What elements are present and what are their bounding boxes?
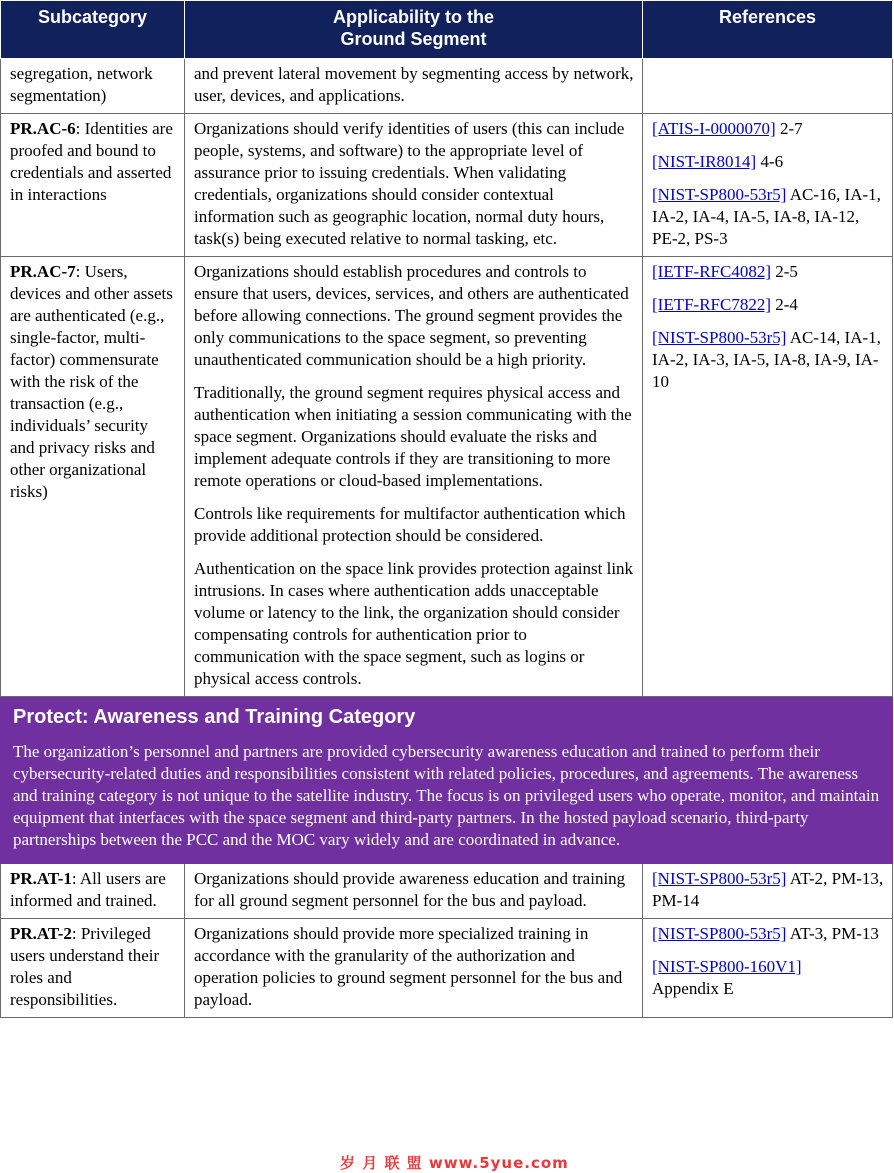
reference-detail: 2-4	[771, 295, 798, 314]
applicability-cell	[185, 919, 643, 1018]
subcategory-id: PR.AC-6	[10, 119, 76, 138]
reference-entry	[652, 261, 884, 283]
subcategory-text: : All users are informed and trained.	[10, 869, 166, 910]
subcategory-text: : Users, devices and other assets are authenticated (e.g., single-factor, multi-factor) commensurate with the risk of the transaction (e.g., individuals’ security and privacy risks and other organizational risks)	[10, 262, 173, 501]
references-cell	[643, 864, 893, 919]
watermark: 岁 月 联 盟 www.5yue.com	[340, 1154, 569, 1172]
reference-link[interactable]: [NIST-SP800-53r5]	[652, 869, 787, 888]
applicability-paragraph: Authentication on the space link provides protection against link intrusions. In cases where authentication adds unacceptable volume or latency to the link, the organization should consider compensating controls for authentication prior to communication with the space segment, such as logins or physical access controls.	[194, 559, 634, 688]
reference-detail: AT-2, PM-13, PM-14	[652, 869, 884, 910]
category-title: Protect: Awareness and Training Category	[13, 706, 416, 728]
reference-link[interactable]: [NIST-SP800-53r5]	[652, 185, 787, 204]
category-description: The organization’s personnel and partners are provided cybersecurity awareness education and trained to perform their cybersecurity-related duties and responsibilities consistent with related policies, procedures, and agreements. The awareness and training category is not unique to the satellite industry. The focus is on privileged users who operate, monitor, and maintain equipment that interfaces with the space segment and third-party partners. In the hosted payload scenario, third-party partnerships between the PCC and the MOC vary widely and are coordinated in advance.	[13, 742, 880, 849]
subcategory-id: PR.AT-2	[10, 924, 72, 943]
header-applicability-line2: Ground Segment	[340, 29, 487, 49]
applicability-cell	[185, 114, 643, 257]
reference-link[interactable]: [NIST-SP800-160V1]	[652, 957, 802, 976]
reference-detail: AC-16, IA-1, IA-2, IA-4, IA-5, IA-8, IA-12, PE-2, PS-3	[652, 185, 881, 248]
reference-entry	[652, 956, 884, 1000]
subcategory-id: PR.AT-1	[10, 869, 72, 888]
subcategory-text: : Identities are proofed and bound to credentials and asserted in interactions	[10, 119, 173, 204]
category-row	[1, 697, 893, 864]
header-subcategory: Subcategory	[1, 1, 185, 59]
subcategory-cell: segregation, network segmentation)	[1, 59, 185, 114]
header-applicability	[185, 1, 643, 59]
subcategory-text: : Privileged users understand their roles and responsibilities.	[10, 924, 160, 1009]
reference-detail: 4-6	[756, 152, 784, 171]
references-cell	[643, 257, 893, 697]
references-cell	[643, 59, 893, 114]
reference-entry	[652, 294, 884, 316]
applicability-paragraph: Organizations should verify identities of users (this can include people, systems, and software) to the appropriate level of assurance prior to issuing credentials. When validating credentials, organizations should consider contextual information such as geographic location, normal duty hours, task(s) being executed relative to normal tasking, etc.	[194, 119, 625, 248]
header-applicability-line1: Applicability to the	[332, 7, 494, 27]
applicability-cell	[185, 257, 643, 697]
subcategory-id: PR.AC-7	[10, 262, 76, 281]
header-references: References	[643, 1, 893, 59]
reference-entry	[652, 868, 884, 912]
subcategory-cell	[1, 114, 185, 257]
applicability-cell	[185, 59, 643, 114]
reference-link[interactable]: [NIST-SP800-53r5]	[652, 328, 787, 347]
table-row	[1, 257, 893, 697]
reference-detail: AT-3, PM-13	[786, 924, 879, 943]
applicability-paragraph: Traditionally, the ground segment requires physical access and authentication when initiating a session communicating with the space segment. Organizations should evaluate the risks and implement adequate controls if they are transitioning to more remote operations or cloud-based implementations.	[194, 383, 632, 490]
reference-entry	[652, 184, 884, 250]
table-row	[1, 919, 893, 1018]
applicability-paragraph: Organizations should provide more specialized training in accordance with the granularity of the authorization and operation policies to ground segment personnel for the bus and payload.	[194, 924, 623, 1009]
subcategory-cell	[1, 919, 185, 1018]
table-header-row	[1, 1, 893, 59]
table-row	[1, 864, 893, 919]
references-cell	[643, 919, 893, 1018]
table-row	[1, 114, 893, 257]
reference-link[interactable]: [ATIS-I-0000070]	[652, 119, 776, 138]
reference-entry	[652, 118, 884, 140]
reference-detail: Appendix E	[652, 979, 734, 998]
applicability-paragraph: Organizations should provide awareness education and training for all ground segment personnel for the bus and payload.	[194, 869, 626, 910]
reference-link[interactable]: [IETF-RFC4082]	[652, 262, 771, 281]
reference-detail: AC-14, IA-1, IA-2, IA-3, IA-5, IA-8, IA-9, IA-10	[652, 328, 881, 391]
subcategory-cell	[1, 257, 185, 697]
reference-entry	[652, 151, 884, 173]
table-row	[1, 59, 893, 114]
applicability-paragraph: and prevent lateral movement by segmenting access by network, user, devices, and applications.	[194, 64, 634, 105]
applicability-paragraph: Controls like requirements for multifactor authentication which provide additional protection should be considered.	[194, 504, 626, 545]
reference-link[interactable]: [NIST-SP800-53r5]	[652, 924, 787, 943]
reference-detail: 2-7	[775, 119, 803, 138]
subcategory-cell	[1, 864, 185, 919]
reference-entry	[652, 923, 884, 945]
applicability-cell	[185, 864, 643, 919]
reference-detail: 2-5	[771, 262, 798, 281]
reference-link[interactable]: [NIST-IR8014]	[652, 152, 757, 171]
reference-link[interactable]: [IETF-RFC7822]	[652, 295, 771, 314]
applicability-paragraph: Organizations should establish procedures and controls to ensure that users, devices, services, and others are authenticated before allowing connections. The ground segment provides the only communications to the space segment, so preventing unauthenticated communication should be a high priority.	[194, 262, 629, 369]
reference-entry	[652, 327, 884, 393]
references-cell	[643, 114, 893, 257]
category-cell	[1, 697, 893, 864]
